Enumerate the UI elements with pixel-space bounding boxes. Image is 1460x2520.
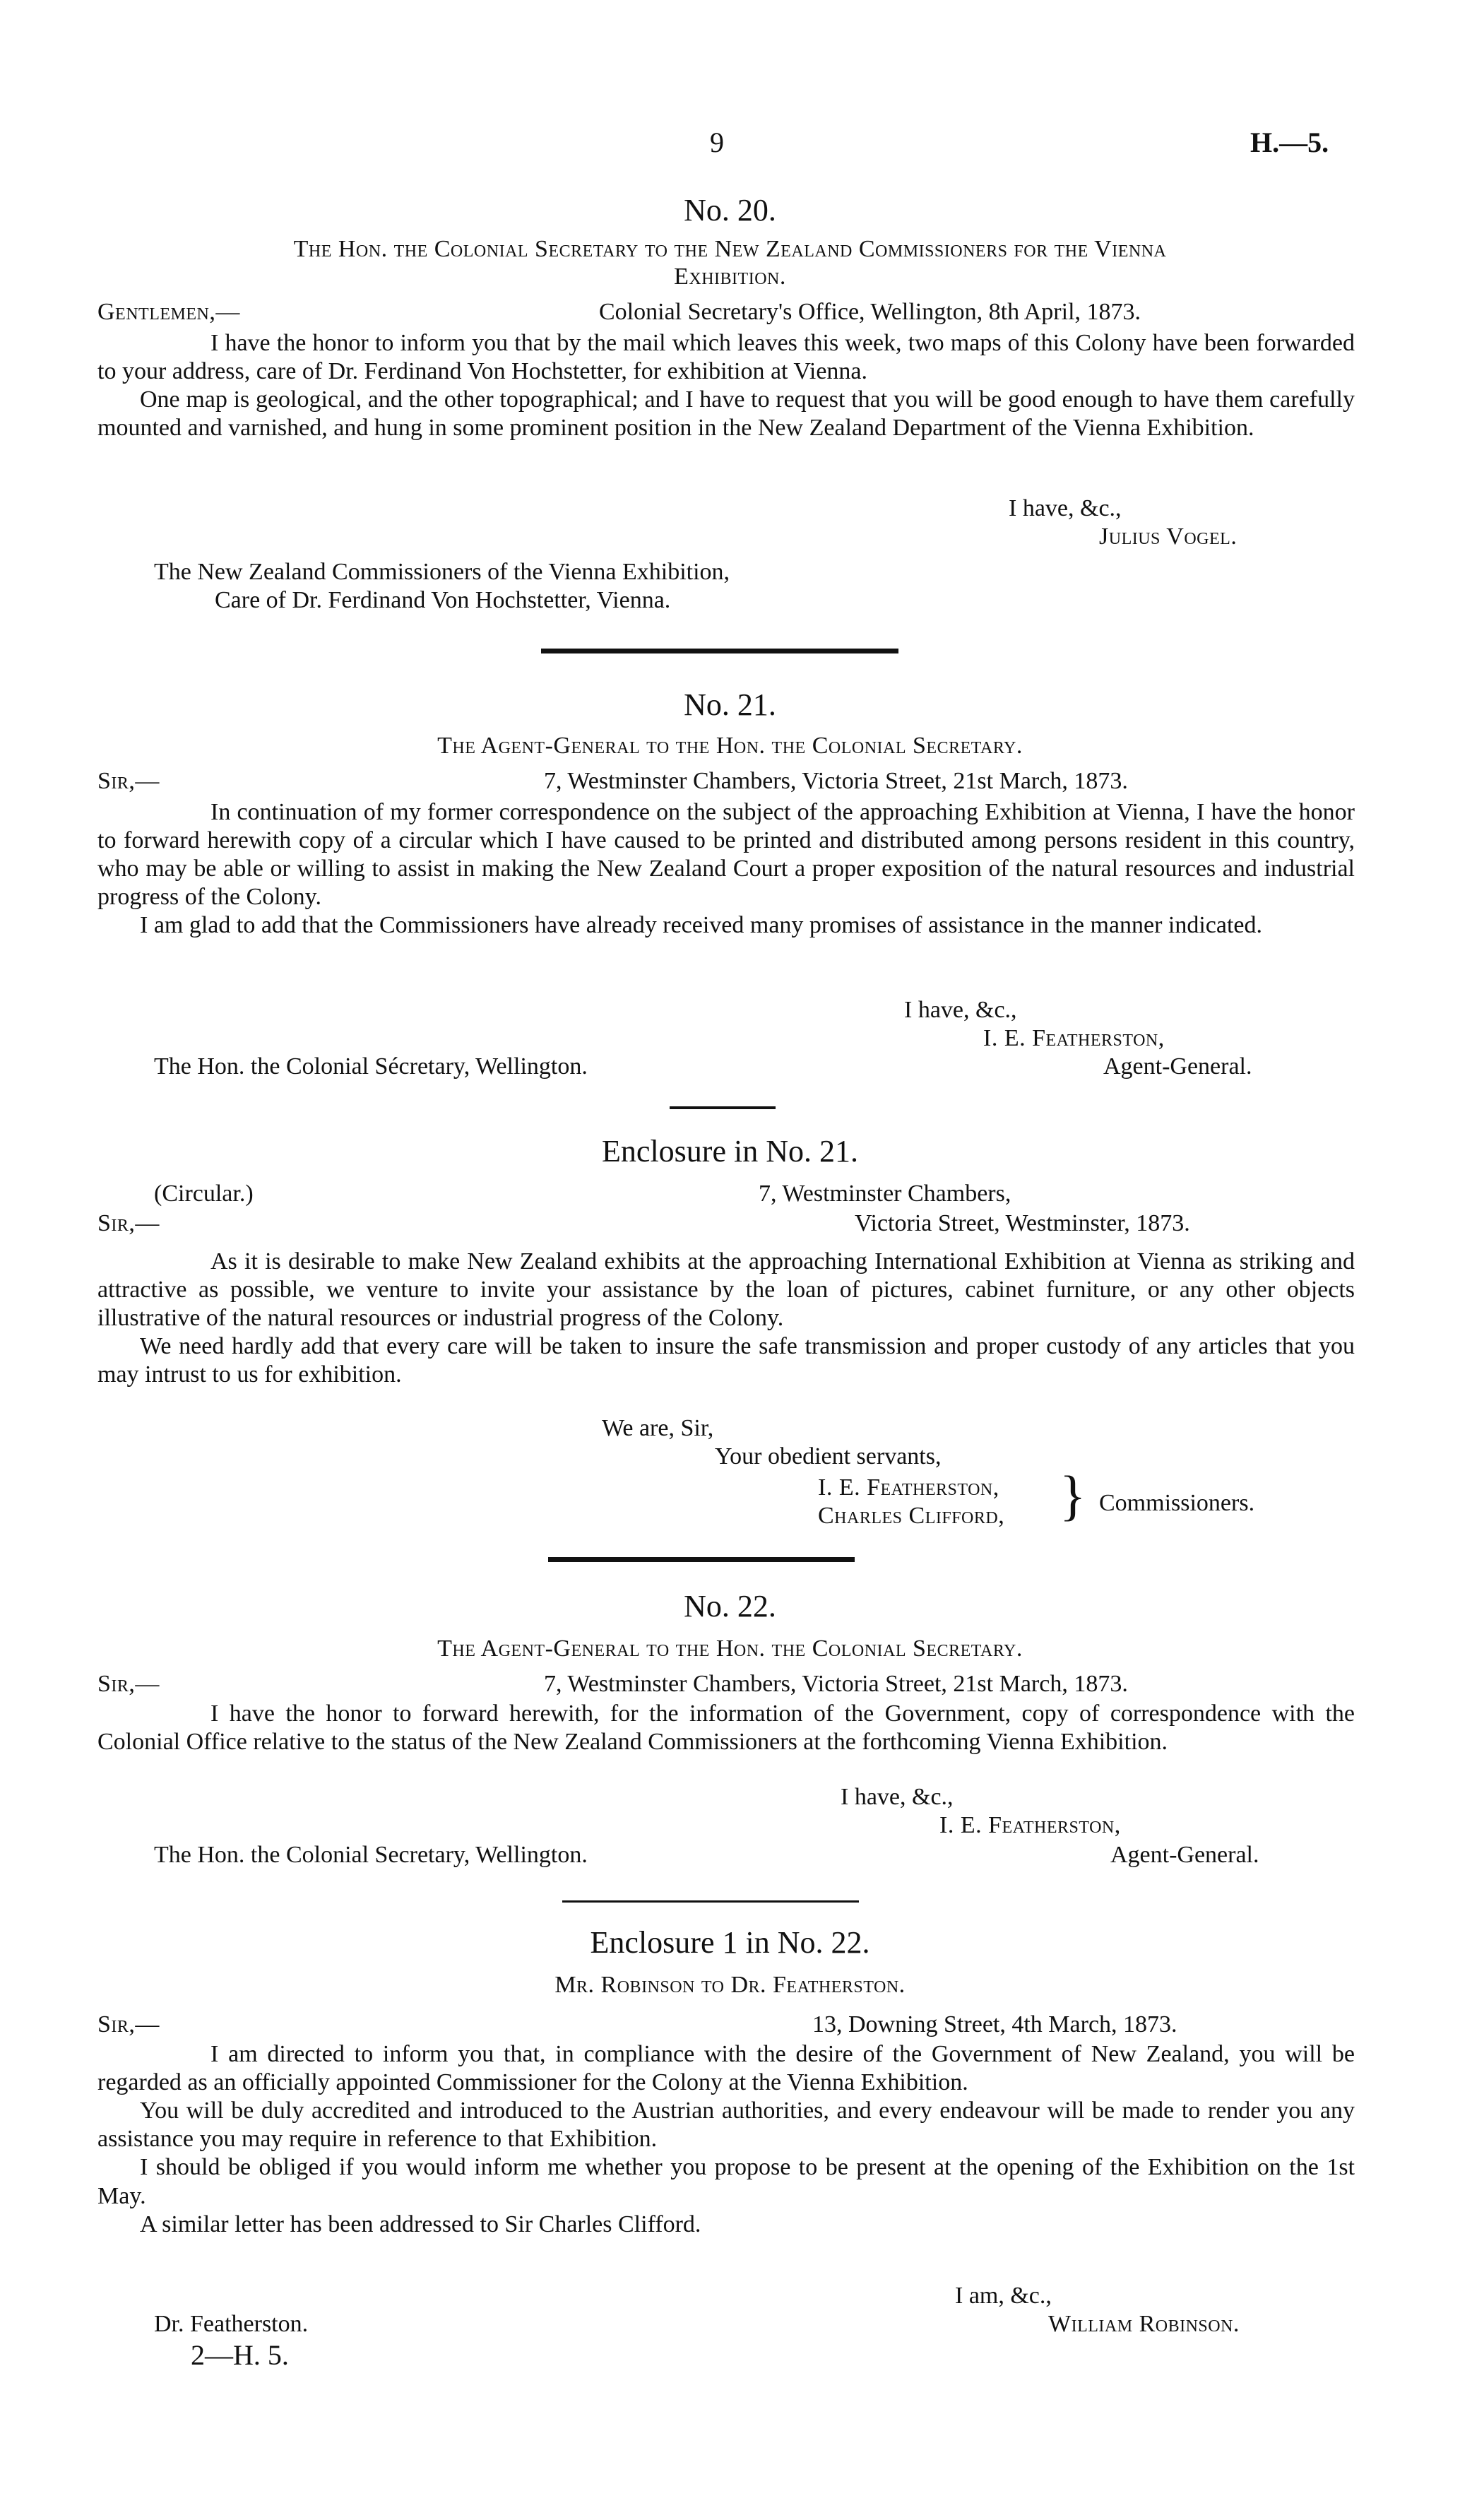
circular-label: (Circular.) xyxy=(154,1181,254,1207)
closing: I have, &c., xyxy=(841,1784,954,1810)
recipient: The Hon. the Colonial Sécretary, Wellington. xyxy=(154,1053,588,1079)
signature-title: Agent-General. xyxy=(1110,1842,1259,1868)
recipient: The New Zealand Commissioners of the Vienna Exhibition, xyxy=(154,559,730,585)
letter-subject: The Hon. the Colonial Secretary to the New Zealand Commissioners for the Vienna xyxy=(293,236,1167,262)
letter-heading: No. 21. xyxy=(684,687,776,722)
signature-mark: 2—H. 5. xyxy=(191,2339,289,2371)
signature: William Robinson. xyxy=(1048,2311,1240,2337)
brace-glyph: } xyxy=(1060,1465,1086,1526)
address-date: 13, Downing Street, 4th March, 1873. xyxy=(812,2011,1177,2037)
short-divider xyxy=(562,1900,859,1903)
closing: I am, &c., xyxy=(955,2283,1052,2309)
address-date: Colonial Secretary's Office, Wellington, 8th April, 1873. xyxy=(599,299,1141,325)
address-line: Victoria Street, Westminster, 1873. xyxy=(855,1210,1190,1236)
signature: I. E. Featherston, xyxy=(983,1025,1165,1051)
letter-subject-continued: Exhibition. xyxy=(674,264,786,290)
signer-title: Commissioners. xyxy=(1099,1490,1255,1516)
paragraph: You will be duly accredited and introduced to the Austrian authorities, and every endeavour will be made to render you any assistance you may require in reference to that Exhibition. xyxy=(97,2098,1355,2153)
signature: I. E. Featherston, xyxy=(939,1812,1121,1838)
letter-heading: No. 20. xyxy=(684,193,776,227)
letter-body xyxy=(97,329,1355,442)
closing: I have, &c., xyxy=(1009,495,1122,521)
circular-body xyxy=(97,1248,1355,1390)
address-date: 7, Westminster Chambers, Victoria Street, 21st March, 1873. xyxy=(544,1671,1128,1697)
closing: I have, &c., xyxy=(904,997,1017,1023)
section-divider xyxy=(541,649,898,653)
recipient: The Hon. the Colonial Secretary, Wellington. xyxy=(154,1842,588,1868)
paragraph: I am glad to add that the Commissioners have already received many promises of assistance in the manner indicated. xyxy=(140,912,1263,939)
recipient: Dr. Featherston. xyxy=(154,2311,309,2337)
paragraph: I should be obliged if you would inform me whether you propose to be present at the opening of the Exhibition on the 1st May. xyxy=(97,2154,1355,2209)
enclosure-heading: Enclosure 1 in No. 22. xyxy=(590,1925,870,1960)
paragraph: One map is geological, and the other topographical; and I have to request that you will be good enough to have them carefully mounted and varnished, and hung in some prominent position in the New Zealand Department of the Vienna Exhibition. xyxy=(97,386,1355,442)
salutation: Sir,— xyxy=(97,1671,160,1697)
paragraph: We need hardly add that every care will be taken to insure the safe transmission and proper custody of any articles that you may intrust to us for exhibition. xyxy=(97,1333,1355,1388)
signature: Julius Vogel. xyxy=(1099,523,1238,550)
signature-title: Agent-General. xyxy=(1103,1053,1252,1079)
paragraph: A similar letter has been addressed to Sir Charles Clifford. xyxy=(140,2211,701,2237)
closing: We are, Sir, xyxy=(602,1415,714,1441)
enclosure-heading: Enclosure in No. 21. xyxy=(602,1134,858,1169)
section-divider xyxy=(548,1557,855,1562)
closing: Your obedient servants, xyxy=(715,1443,942,1469)
salutation: Gentlemen,— xyxy=(97,299,240,325)
paragraph: I am directed to inform you that, in compliance with the desire of the Government of New Zealand, you will be regarded as an officially appointed Commissioner for the Colony at the Vienna Exhibition. xyxy=(97,2041,1355,2096)
short-divider xyxy=(670,1106,776,1109)
page-number: 9 xyxy=(710,126,724,158)
paragraph: As it is desirable to make New Zealand exhibits at the approaching International Exhibition at Vienna as striking and attractive as possible, we venture to invite your assistance by the loan of pictures, cabinet furniture, or any other objects illustrative of the natural resources or industrial progress of the Colony. xyxy=(97,1248,1355,1332)
salutation: Sir,— xyxy=(97,768,160,794)
address-date: 7, Westminster Chambers, Victoria Street, 21st March, 1873. xyxy=(544,768,1128,794)
salutation: Sir,— xyxy=(97,1210,160,1236)
salutation: Sir,— xyxy=(97,2011,160,2037)
letter-body xyxy=(97,1700,1355,1756)
letter-heading: No. 22. xyxy=(684,1589,776,1623)
letter-body xyxy=(97,798,1355,940)
enclosure-subject: Mr. Robinson to Dr. Featherston. xyxy=(554,1972,906,1998)
signer: Charles Clifford, xyxy=(818,1503,1005,1529)
document-reference: H.—5. xyxy=(1250,126,1329,158)
paragraph: I have the honor to inform you that by the mail which leaves this week, two maps of this Colony have been forwarded to your address, care of Dr. Ferdinand Von Hochstetter, for exhibition at Vienna. xyxy=(97,330,1355,385)
letter-body xyxy=(97,2040,1355,2239)
signer: I. E. Featherston, xyxy=(818,1474,999,1501)
letter-subject: The Agent-General to the Hon. the Colonial Secretary. xyxy=(437,1635,1023,1662)
recipient-address: Care of Dr. Ferdinand Von Hochstetter, Vienna. xyxy=(215,587,671,613)
paragraph: I have the honor to forward herewith, for the information of the Government, copy of correspondence with the Colonial Office relative to the status of the New Zealand Commissioners at the forthcoming Vienna Exhibition. xyxy=(97,1700,1355,1756)
letter-subject: The Agent-General to the Hon. the Colonial Secretary. xyxy=(437,733,1023,759)
paragraph: In continuation of my former correspondence on the subject of the approaching Exhibition at Vienna, I have the honor to forward herewith copy of a circular which I have caused to be printed and distributed among persons resident in this country, who may be able or willing to assist in making the New Zealand Court a proper exposition of the natural resources and industrial progress of the Colony. xyxy=(97,799,1355,911)
address-line: 7, Westminster Chambers, xyxy=(759,1181,1011,1207)
